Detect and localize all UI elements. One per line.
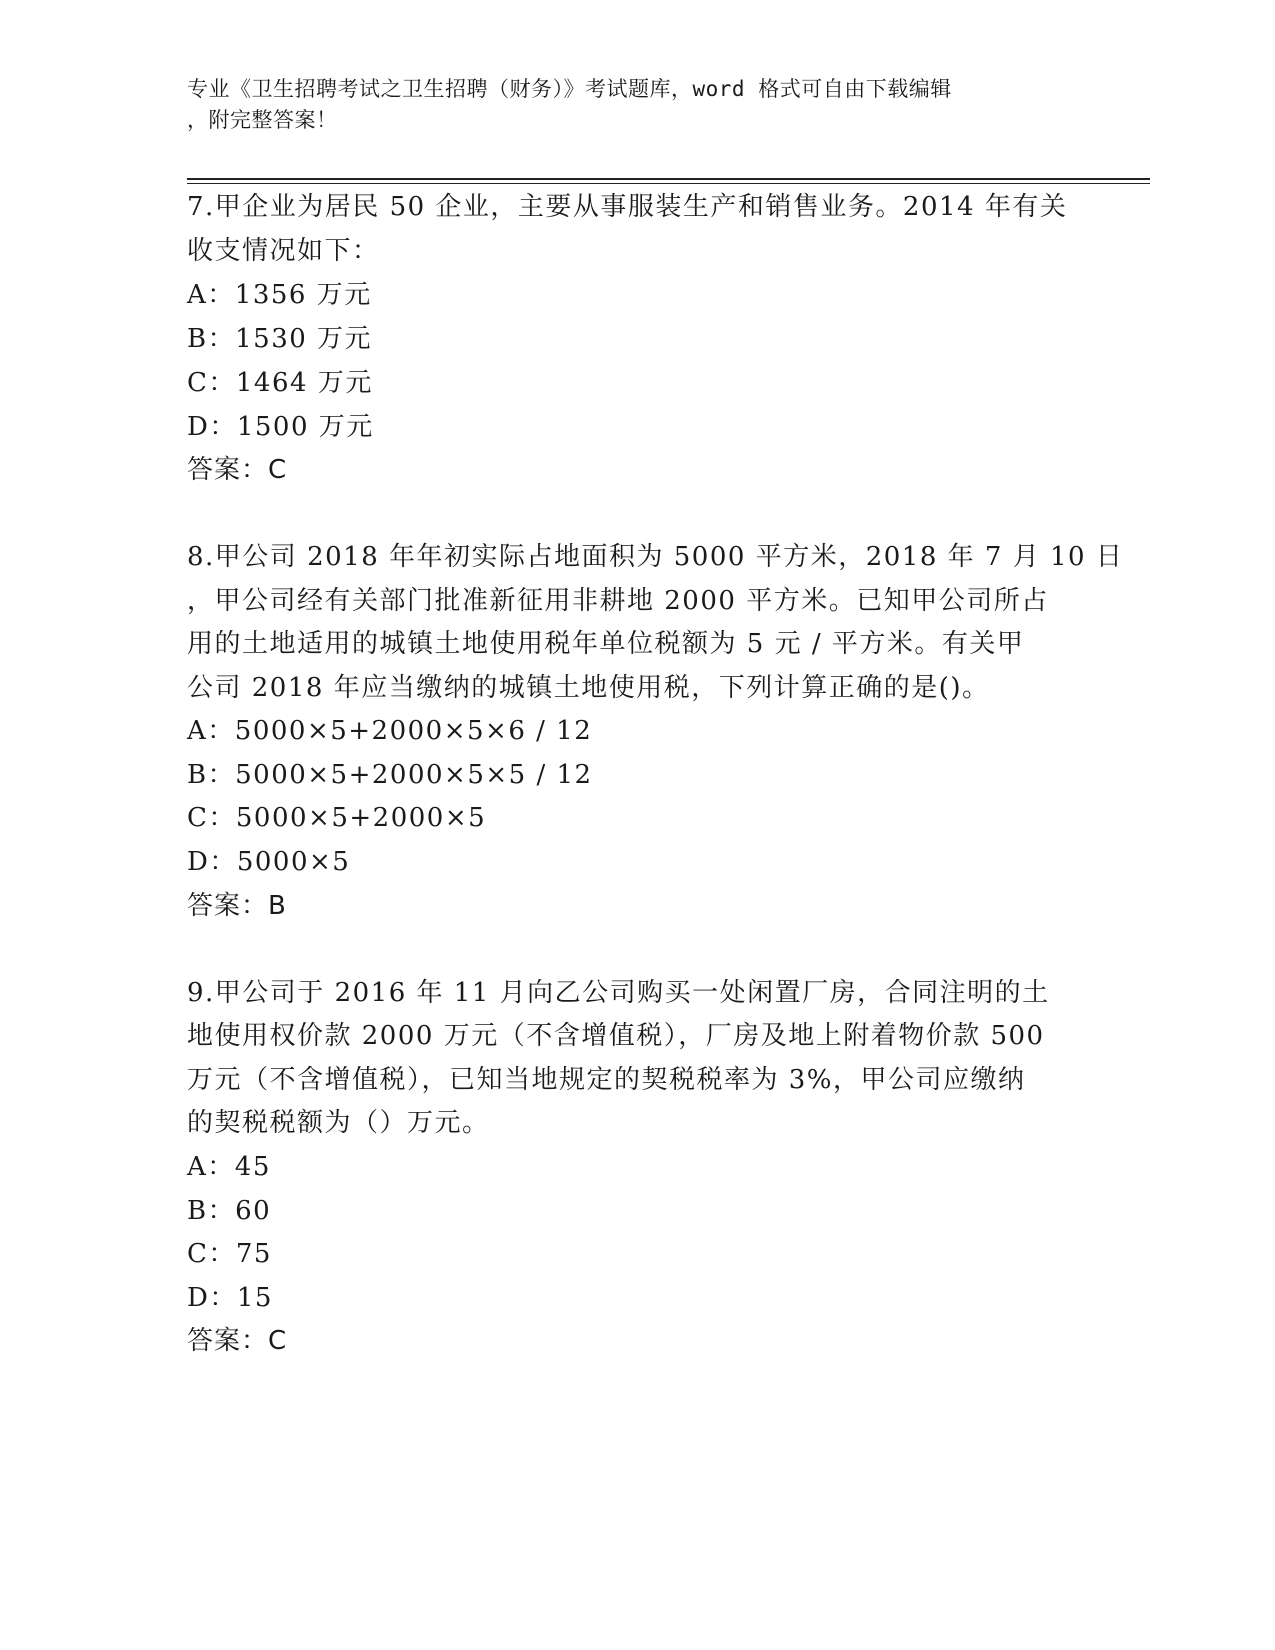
question-text: 公司 2018 年应当缴纳的城镇土地使用税，下列计算正确的是()。: [187, 673, 990, 703]
option-c: C：75: [187, 1239, 272, 1269]
option-d: D：5000×5: [187, 847, 351, 877]
question-text: 收支情况如下：: [187, 236, 380, 266]
document-header: [187, 74, 1067, 136]
option-a: A：5000×5+2000×5×6 / 12: [187, 716, 593, 746]
question-text: 用的土地适用的城镇土地使用税年单位税额为 5 元 / 平方米。有关甲: [187, 629, 1025, 659]
header-line: 专业《卫生招聘考试之卫生招聘（财务）》考试题库，word 格式可自由下载编辑: [187, 77, 952, 101]
question-text: 的契税税额为（）万元。: [187, 1108, 490, 1138]
header-divider-thin: [187, 183, 1150, 184]
question-text: 万元（不含增值税），已知当地规定的契税税率为 3%，甲公司应缴纳: [187, 1065, 1026, 1095]
option-c: C：5000×5+2000×5: [187, 803, 487, 833]
question-text: 9.甲公司于 2016 年 11 月向乙公司购买一处闲置厂房，合同注明的土: [187, 978, 1050, 1008]
header-line: ，附完整答案！: [187, 108, 338, 132]
option-a: A：1356 万元: [187, 280, 372, 310]
answer-line: 答案：C: [187, 1326, 288, 1356]
option-d: D：1500 万元: [187, 412, 374, 442]
question-text: 7.甲企业为居民 50 企业，主要从事服装生产和销售业务。2014 年有关: [187, 192, 1068, 222]
option-c: C：1464 万元: [187, 368, 373, 398]
option-b: B：60: [187, 1196, 272, 1226]
option-d: D：15: [187, 1283, 273, 1313]
answer-line: 答案：B: [187, 891, 287, 921]
question-text: 8.甲公司 2018 年年初实际占地面积为 5000 平方米，2018 年 7 月 10 日: [187, 542, 1124, 572]
option-a: A：45: [187, 1152, 271, 1182]
header-divider: [187, 178, 1150, 180]
answer-line: 答案：C: [187, 455, 288, 485]
question-text: ，甲公司经有关部门批准新征用非耕地 2000 平方米。已知甲公司所占: [187, 586, 1049, 616]
option-b: B：5000×5+2000×5×5 / 12: [187, 760, 593, 790]
option-b: B：1530 万元: [187, 324, 373, 354]
question-text: 地使用权价款 2000 万元（不含增值税），厂房及地上附着物价款 500: [187, 1021, 1045, 1051]
